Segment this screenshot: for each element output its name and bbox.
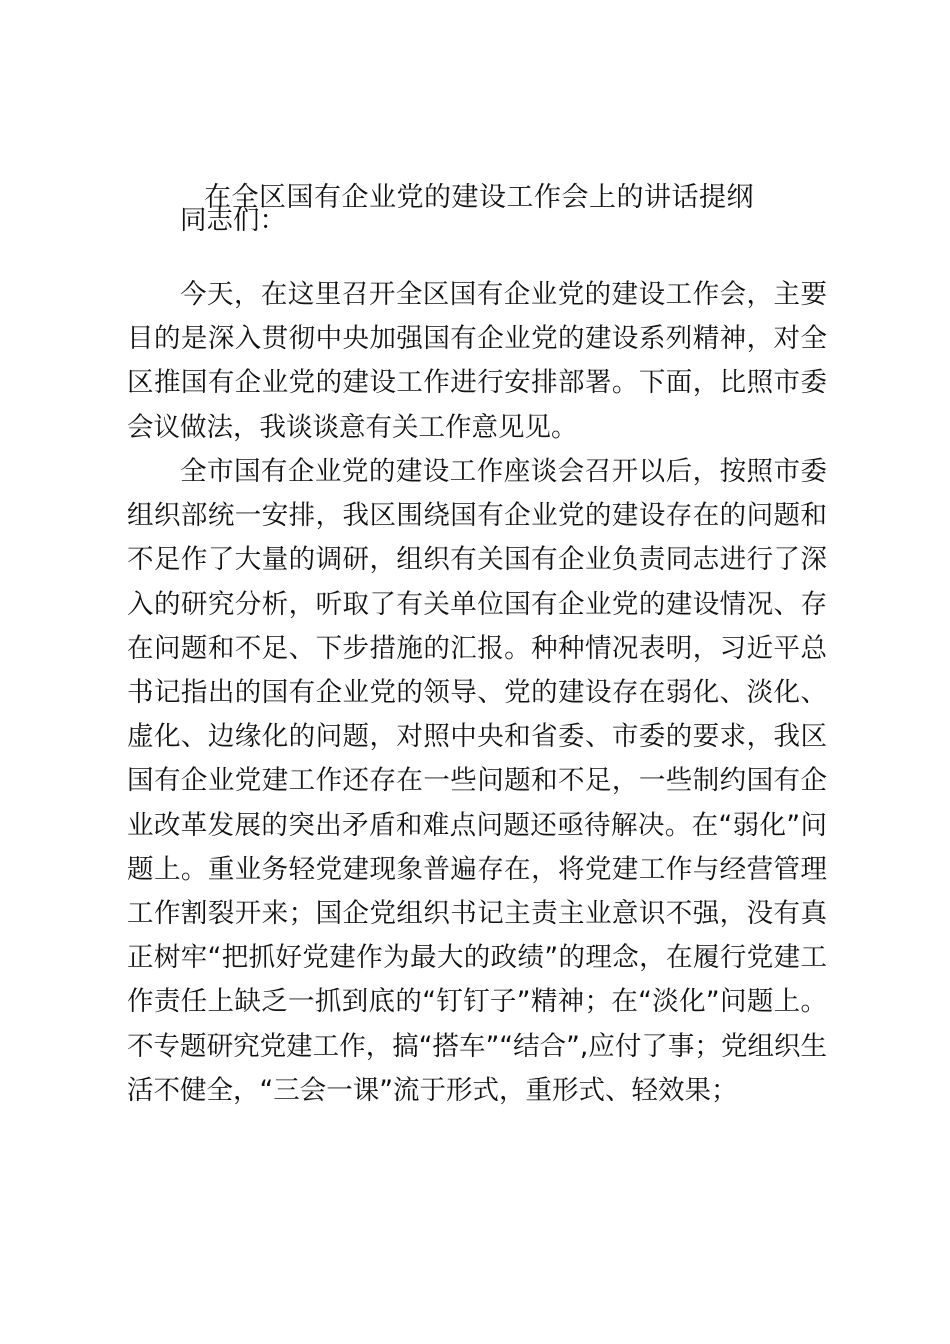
document-title: 在全区国有企业党的建设工作会上的讲话提纲 (204, 182, 754, 213)
salutation: 同志们： (180, 205, 286, 236)
paragraph-1: 今天，在这里召开全区国有企业党的建设工作会，主要目的是深入贯彻中央加强国有企业党的建设系列精神，对全区推国有企业党的建设工作进行安排部署。下面，比照市委会议做法，我谈谈意有关工作意见见。 (127, 279, 827, 443)
paragraph-2: 全市国有企业党的建设工作座谈会召开以后，按照市委组织部统一安排，我区围绕国有企业党的建设存在的问题和不足作了大量的调研，组织有关国有企业负责同志进行了深入的研究分析，听取了有关单位国有企业党的建设情况、存在问题和不足、下步措施的汇报。种种情况表明，习近平总书记指出的国有企业党的领导、党的建设存在弱化、淡化、虚化、边缘化的问题，对照中央和省委、市委的要求，我区国有企业党建工作还存在一些问题和不足，一些制约国有企业改革发展的突出矛盾和难点问题还亟待解决。在“弱化”问题上。重业务轻党建现象普遍存在，将党建工作与经营管理工作割裂开来；国企党组织书记主责主业意识不强，没有真正树牢“把抓好党建作为最大的政绩”的理念，在履行党建工作责任上缺乏一抓到底的“钉钉子”精神；在“淡化”问题上。不专题研究党建工作，搞“搭车”“结合”,应付了事；党组织生活不健全，“三会一课”流于形式，重形式、轻效果； (127, 456, 827, 1106)
